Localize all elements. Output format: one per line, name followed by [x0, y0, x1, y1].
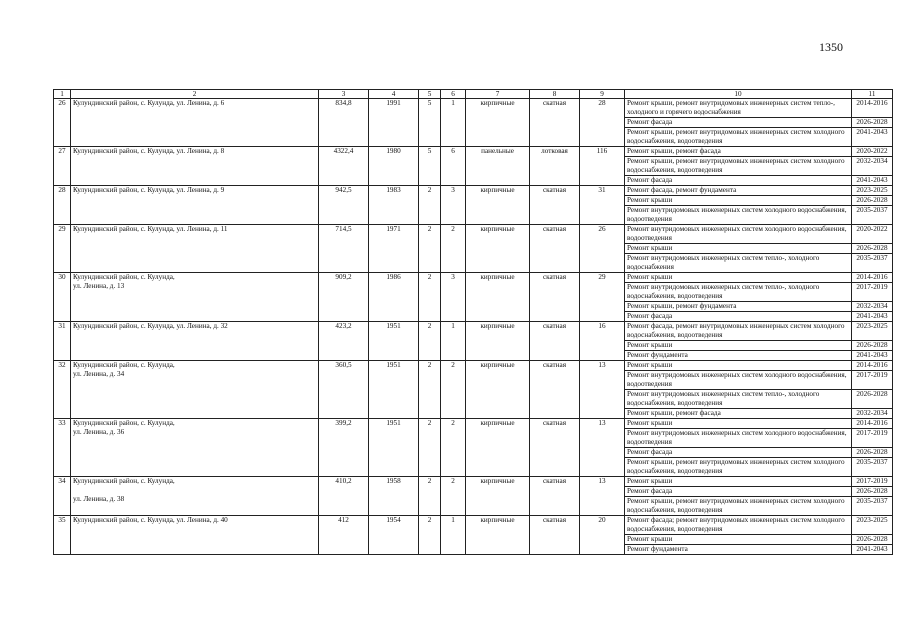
- roof-type-cell: скатная: [530, 186, 580, 225]
- period-cell: 2032-2034: [852, 302, 893, 312]
- area-cell: 423,2: [319, 322, 369, 361]
- work-type-cell: Ремонт фундамента: [625, 545, 852, 555]
- period-cell: 2035-2037: [852, 458, 893, 477]
- period-cell: 2017-2019: [852, 371, 893, 390]
- residents-cell: 26: [580, 225, 625, 273]
- wall-material-cell: кирпичные: [466, 477, 530, 516]
- work-type-cell: Ремонт крыши, ремонт внутридомовых инженерных систем тепло-, холодного и горячего водоснабжения: [625, 99, 852, 118]
- wall-material-cell: кирпичные: [466, 361, 530, 419]
- period-cell: 2020-2022: [852, 147, 893, 157]
- area-cell: 4322,4: [319, 147, 369, 186]
- entrances-cell: 2: [441, 361, 466, 419]
- table-row: [54, 147, 893, 157]
- period-cell: 2032-2034: [852, 157, 893, 176]
- work-type-cell: Ремонт крыши: [625, 535, 852, 545]
- table-row: [54, 361, 893, 371]
- row-number: 34: [54, 477, 71, 516]
- table-row: [54, 273, 893, 283]
- period-cell: 2026-2028: [852, 535, 893, 545]
- column-number-row: [54, 90, 893, 99]
- work-type-cell: Ремонт фасада: [625, 487, 852, 497]
- work-type-cell: Ремонт фасада: [625, 312, 852, 322]
- work-type-cell: Ремонт фасада: [625, 176, 852, 186]
- year-cell: 1980: [369, 147, 419, 186]
- year-cell: 1983: [369, 186, 419, 225]
- roof-type-cell: скатная: [530, 273, 580, 322]
- address-cell: Кулундинский район, с. Кулунда, ул. Ленина, д. 32: [71, 322, 319, 361]
- work-type-cell: Ремонт крыши: [625, 361, 852, 371]
- roof-type-cell: скатная: [530, 322, 580, 361]
- address-cell: Кулундинский район, с. Кулунда, ул. Ленина, д. 6: [71, 99, 319, 147]
- residents-cell: 13: [580, 477, 625, 516]
- table-row: [54, 225, 893, 244]
- floors-cell: 5: [419, 99, 441, 147]
- year-cell: 1951: [369, 322, 419, 361]
- period-cell: 2026-2028: [852, 118, 893, 128]
- entrances-cell: 3: [441, 186, 466, 225]
- roof-type-cell: скатная: [530, 477, 580, 516]
- area-cell: 412: [319, 516, 369, 555]
- roof-type-cell: скатная: [530, 225, 580, 273]
- residents-cell: 16: [580, 322, 625, 361]
- period-cell: 2023-2025: [852, 516, 893, 535]
- work-type-cell: Ремонт внутридомовых инженерных систем тепло-, холодного водоснабжения: [625, 254, 852, 273]
- work-type-cell: Ремонт крыши: [625, 196, 852, 206]
- work-type-cell: Ремонт крыши, ремонт фасада: [625, 147, 852, 157]
- table-row: [54, 186, 893, 196]
- address-cell: Кулундинский район, с. Кулунда, ул. Ленина, д. 36: [71, 419, 319, 477]
- entrances-cell: 6: [441, 147, 466, 186]
- wall-material-cell: кирпичные: [466, 186, 530, 225]
- column-number: 8: [530, 90, 580, 99]
- column-number: 7: [466, 90, 530, 99]
- work-type-cell: Ремонт внутридомовых инженерных систем холодного водоснабжения, водоотведения: [625, 371, 852, 390]
- work-type-cell: Ремонт крыши, ремонт внутридомовых инженерных систем холодного водоснабжения, водоотведения: [625, 157, 852, 176]
- area-cell: 360,5: [319, 361, 369, 419]
- residents-cell: 20: [580, 516, 625, 555]
- wall-material-cell: кирпичные: [466, 225, 530, 273]
- work-type-cell: Ремонт фасада: [625, 118, 852, 128]
- area-cell: 714,5: [319, 225, 369, 273]
- address-cell: Кулундинский район, с. Кулунда, ул. Ленина, д. 40: [71, 516, 319, 555]
- year-cell: 1958: [369, 477, 419, 516]
- work-type-cell: Ремонт крыши, ремонт фундамента: [625, 302, 852, 312]
- work-type-cell: Ремонт внутридомовых инженерных систем холодного водоснабжения, водоотведения: [625, 225, 852, 244]
- period-cell: 2023-2025: [852, 186, 893, 196]
- column-number: 2: [71, 90, 319, 99]
- roof-type-cell: скатная: [530, 99, 580, 147]
- work-type-cell: Ремонт крыши, ремонт внутридомовых инженерных систем холодного водоснабжения, водоотведения: [625, 458, 852, 477]
- work-type-cell: Ремонт фасада, ремонт внутридомовых инженерных систем холодного водоснабжения, водоотведения: [625, 322, 852, 341]
- period-cell: 2014-2016: [852, 419, 893, 429]
- period-cell: 2026-2028: [852, 487, 893, 497]
- period-cell: 2041-2043: [852, 128, 893, 147]
- row-number: 30: [54, 273, 71, 322]
- year-cell: 1951: [369, 361, 419, 419]
- floors-cell: 2: [419, 273, 441, 322]
- wall-material-cell: кирпичные: [466, 516, 530, 555]
- period-cell: 2041-2043: [852, 545, 893, 555]
- work-type-cell: Ремонт фасада: [625, 448, 852, 458]
- period-cell: 2026-2028: [852, 341, 893, 351]
- row-number: 29: [54, 225, 71, 273]
- residents-cell: 31: [580, 186, 625, 225]
- floors-cell: 2: [419, 419, 441, 477]
- period-cell: 2026-2028: [852, 390, 893, 409]
- work-type-cell: Ремонт внутридомовых инженерных систем холодного водоснабжения, водоотведения: [625, 429, 852, 448]
- residents-cell: 13: [580, 419, 625, 477]
- page-number: 1350: [819, 40, 843, 54]
- row-number: 32: [54, 361, 71, 419]
- residents-cell: 29: [580, 273, 625, 322]
- work-type-cell: Ремонт крыши, ремонт внутридомовых инженерных систем холодного водоснабжения, водоотведения: [625, 497, 852, 516]
- table-row: [54, 419, 893, 429]
- roof-type-cell: скатная: [530, 361, 580, 419]
- row-number: 31: [54, 322, 71, 361]
- column-number: 6: [441, 90, 466, 99]
- area-cell: 410,2: [319, 477, 369, 516]
- wall-material-cell: кирпичные: [466, 273, 530, 322]
- wall-material-cell: кирпичные: [466, 322, 530, 361]
- period-cell: 2035-2037: [852, 206, 893, 225]
- period-cell: 2032-2034: [852, 409, 893, 419]
- year-cell: 1971: [369, 225, 419, 273]
- wall-material-cell: кирпичные: [466, 419, 530, 477]
- floors-cell: 2: [419, 186, 441, 225]
- work-type-cell: Ремонт крыши: [625, 341, 852, 351]
- repair-schedule-table: [53, 89, 893, 555]
- work-type-cell: Ремонт фасада; ремонт внутридомовых инженерных систем холодного водоснабжения, водоотведения: [625, 516, 852, 535]
- column-number: 5: [419, 90, 441, 99]
- row-number: 27: [54, 147, 71, 186]
- address-cell: Кулундинский район, с. Кулунда, ул. Ленина, д. 38: [71, 477, 319, 516]
- entrances-cell: 2: [441, 477, 466, 516]
- floors-cell: 2: [419, 322, 441, 361]
- row-number: 28: [54, 186, 71, 225]
- roof-type-cell: лотковая: [530, 147, 580, 186]
- roof-type-cell: скатная: [530, 419, 580, 477]
- row-number: 35: [54, 516, 71, 555]
- area-cell: 942,5: [319, 186, 369, 225]
- period-cell: 2041-2043: [852, 312, 893, 322]
- period-cell: 2014-2016: [852, 99, 893, 118]
- residents-cell: 28: [580, 99, 625, 147]
- work-type-cell: Ремонт крыши: [625, 419, 852, 429]
- floors-cell: 2: [419, 225, 441, 273]
- period-cell: 2023-2025: [852, 322, 893, 341]
- work-type-cell: Ремонт крыши, ремонт внутридомовых инженерных систем холодного водоснабжения, водоотведения: [625, 128, 852, 147]
- period-cell: 2017-2019: [852, 429, 893, 448]
- address-cell: Кулундинский район, с. Кулунда, ул. Ленина, д. 34: [71, 361, 319, 419]
- table-row: [54, 477, 893, 487]
- column-number: 9: [580, 90, 625, 99]
- entrances-cell: 1: [441, 322, 466, 361]
- row-number: 33: [54, 419, 71, 477]
- work-type-cell: Ремонт крыши: [625, 244, 852, 254]
- work-type-cell: Ремонт фасада, ремонт фундамента: [625, 186, 852, 196]
- period-cell: 2035-2037: [852, 254, 893, 273]
- roof-type-cell: скатная: [530, 516, 580, 555]
- floors-cell: 2: [419, 361, 441, 419]
- year-cell: 1954: [369, 516, 419, 555]
- floors-cell: 5: [419, 147, 441, 186]
- work-type-cell: Ремонт крыши, ремонт фасада: [625, 409, 852, 419]
- area-cell: 834,8: [319, 99, 369, 147]
- address-cell: Кулундинский район, с. Кулунда, ул. Ленина, д. 11: [71, 225, 319, 273]
- period-cell: 2026-2028: [852, 244, 893, 254]
- period-cell: 2017-2019: [852, 477, 893, 487]
- entrances-cell: 1: [441, 516, 466, 555]
- work-type-cell: Ремонт крыши: [625, 273, 852, 283]
- floors-cell: 2: [419, 516, 441, 555]
- work-type-cell: Ремонт крыши: [625, 477, 852, 487]
- period-cell: 2014-2016: [852, 273, 893, 283]
- period-cell: 2020-2022: [852, 225, 893, 244]
- column-number: 10: [625, 90, 852, 99]
- entrances-cell: 3: [441, 273, 466, 322]
- period-cell: 2035-2037: [852, 497, 893, 516]
- residents-cell: 13: [580, 361, 625, 419]
- period-cell: 2041-2043: [852, 176, 893, 186]
- table-row: [54, 516, 893, 535]
- year-cell: 1951: [369, 419, 419, 477]
- wall-material-cell: кирпичные: [466, 99, 530, 147]
- period-cell: 2041-2043: [852, 351, 893, 361]
- table-row: [54, 322, 893, 341]
- address-cell: Кулундинский район, с. Кулунда, ул. Ленина, д. 9: [71, 186, 319, 225]
- period-cell: 2026-2028: [852, 196, 893, 206]
- area-cell: 909,2: [319, 273, 369, 322]
- residents-cell: 116: [580, 147, 625, 186]
- address-cell: Кулундинский район, с. Кулунда, ул. Ленина, д. 8: [71, 147, 319, 186]
- address-cell: Кулундинский район, с. Кулунда, ул. Ленина, д. 13: [71, 273, 319, 322]
- year-cell: 1991: [369, 99, 419, 147]
- period-cell: 2026-2028: [852, 448, 893, 458]
- entrances-cell: 1: [441, 99, 466, 147]
- column-number: 1: [54, 90, 71, 99]
- period-cell: 2014-2016: [852, 361, 893, 371]
- row-number: 26: [54, 99, 71, 147]
- column-number: 11: [852, 90, 893, 99]
- area-cell: 399,2: [319, 419, 369, 477]
- wall-material-cell: панельные: [466, 147, 530, 186]
- floors-cell: 2: [419, 477, 441, 516]
- work-type-cell: Ремонт внутридомовых инженерных систем холодного водоснабжения, водоотведения: [625, 206, 852, 225]
- period-cell: 2017-2019: [852, 283, 893, 302]
- work-type-cell: Ремонт внутридомовых инженерных систем тепло-, холодного водоснабжения, водоотведения: [625, 390, 852, 409]
- column-number: 4: [369, 90, 419, 99]
- column-number: 3: [319, 90, 369, 99]
- year-cell: 1986: [369, 273, 419, 322]
- work-type-cell: Ремонт внутридомовых инженерных систем тепло-, холодного водоснабжения, водоотведения: [625, 283, 852, 302]
- entrances-cell: 2: [441, 225, 466, 273]
- table-row: [54, 99, 893, 118]
- entrances-cell: 2: [441, 419, 466, 477]
- work-type-cell: Ремонт фундамента: [625, 351, 852, 361]
